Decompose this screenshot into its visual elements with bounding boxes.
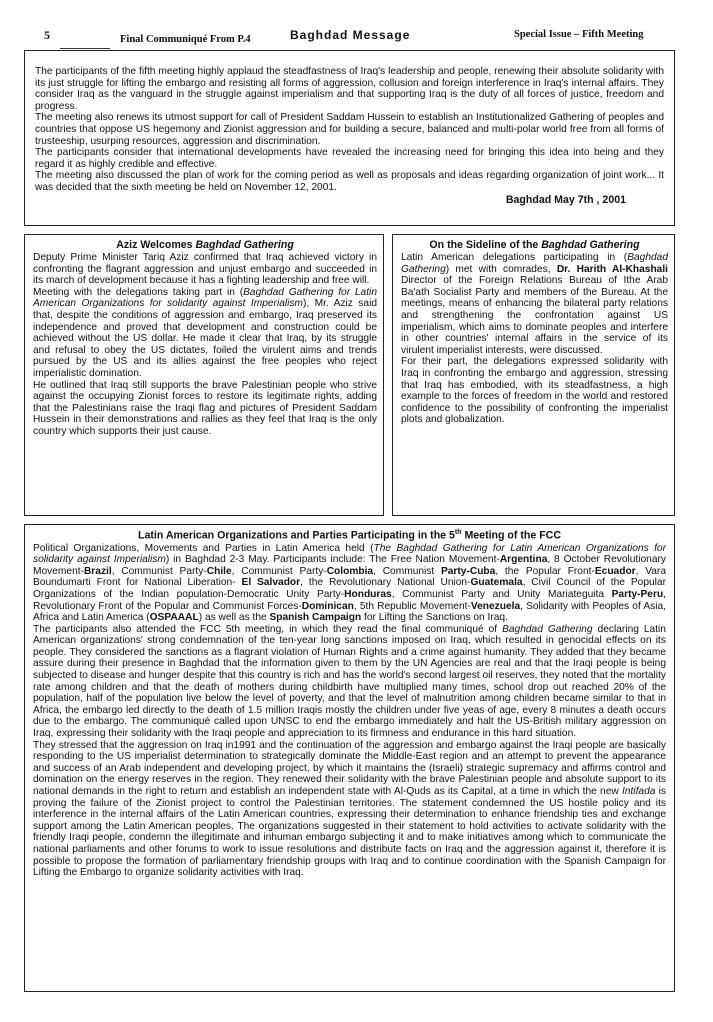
latin-text: is proving the failure of the Zionist project to control the Palestinian territories. The statement condemned the US hostile policy and its interference in the internal affairs of the Latin American countries, expressing their determination to enhance friendship ties and exchange support among the Latin American peoples. The organizations suggested in their statement to hold activities to activate solidarity with the friendly Iraqi people, condemn the illegitimate and inhuman embargo subjecting it and to make initiatives among which to communicate the national parliaments and other forums to work to issue resolutions and distribute facts on Iraq and the aggression against it, therefore it is possible to propose the formation of parliamentary friendship groups with Iraq and to continue coordination with the Spanish Campaign for Lifting the Embargo to organize solidarity activities with Iraq. <box>33 786 666 879</box>
sideline-text: Director of the Foreign Relations Bureau of Ithe Arab Ba'ath Socialist Party and members of the Bureau. At the meetings, means of enhancing the bilateral party relations and strengthening the confrontation against US imperialism, which aims to dominate peoples and interfere in other countries' internal affairs in the service of its virulent imperialist interests, were discussed. <box>401 275 668 356</box>
communique-paragraph: The meeting also discussed the plan of work for the coming period as well as proposals and ideas regarding organization of joint work... It was decided that the sixth meeting be held on November 12, 2001. <box>35 170 664 193</box>
latin-text: , Communist Party- <box>111 565 207 577</box>
latin-italic-text: The Baghdad Gathering for Latin American Organizations for solidarity against Imperialism <box>33 542 666 566</box>
latin-text: , Communist <box>373 565 441 577</box>
latin-paragraph <box>33 624 666 740</box>
latin-italic-text: Intifada <box>621 786 656 797</box>
sideline-heading-italic: Baghdad Gathering <box>541 239 640 251</box>
country-dominican: Dominican <box>301 600 354 612</box>
publication-title: Baghdad Message <box>290 28 411 42</box>
latin-text: , Solidarity with Peoples of Asia, Africa and Latin America ( <box>33 600 666 624</box>
latin-text: , the Popular Front- <box>495 565 595 577</box>
latin-text: for Lifting the Sanctions on Iraq. <box>361 612 508 624</box>
country-brazil: Brazil <box>83 565 112 577</box>
latin-heading-text: Latin American Organizations and Parties Participating in the 5 <box>138 529 455 542</box>
sideline-paragraph: For their part, the delegations expressed solidarity with Iraq in confronting the embargo and aggression, stressing that Iraq has embodied, with its steadfastness, a high example to the forces of freedom in the world and restored confidence to the possibility of confronting the imperialist plots and globalization. <box>401 356 668 426</box>
country-chile: Chile <box>206 565 232 577</box>
country-peru: Party-Peru <box>611 588 664 600</box>
latin-text: , 8 October Revolutionary Movement- <box>33 554 666 577</box>
country-colombia: Colombia <box>326 565 374 577</box>
communique-signature: Baghdad May 7th , 2001 <box>505 193 626 206</box>
latin-text: ) in Baghdad 2-3 May. Participants include: The Free Nation Movement- <box>165 554 500 566</box>
latin-text: , Communist Party and Unity Mariateguita <box>391 588 612 600</box>
latin-text: , Civil Council of the Popular Organizations of the Indian population-Democratic Unity Party- <box>33 577 666 600</box>
latin-heading-text: Meeting of the FCC <box>461 529 561 542</box>
header-rule <box>60 48 110 49</box>
sideline-article-box <box>392 234 675 516</box>
country-venezuela: Venezuela <box>470 600 521 612</box>
aziz-text: Meeting with the delegations taking part in ( <box>33 286 244 298</box>
country-el-salvador: El Salvador <box>241 577 301 589</box>
org-spanish-campaign: Spanish Campaign <box>269 612 362 624</box>
country-argentina: Argentina <box>499 554 548 566</box>
latin-text: , Communist Party- <box>231 565 327 577</box>
latin-heading-sup: th <box>454 529 462 536</box>
issue-note: Special Issue – Fifth Meeting <box>514 29 644 40</box>
latin-text: , Revolutionary Front of the Popular and Communist Forces- <box>33 588 667 612</box>
aziz-paragraph: Deputy Prime Minister Tariq Aziz confirmed that Iraq achieved victory in confronting the flagrant aggression and unjust embargo and succeeded in its march of development because it has a fighting leadership and free will. <box>33 252 377 287</box>
sideline-text: Latin American delegations participating in ( <box>401 252 628 263</box>
communique-box <box>24 50 675 226</box>
latin-text: declaring Latin American organizations' strong condemnation of the ten-year long sanctions imposed on Iraq, which resulted in genocidal effects on its people. They considered the sanctions as a flagrant violation of Human Rights and a crime against humanity. They added that they became assure during their presence in Baghdad that the information given to them by the UN Agencies are real and that the Iraqi people is being subjected to disease and hunger despite that this country is rich and has the world's second largest oil reserves, they noted that the mortality rate among children and that the death of mothers during childbirth have multiplied many times, school drop out reached 20% of the population, half of the population live below the level of poverty, and that the level of malnutrition among children became similar to that in Africa, the embargo led directly to the death of 1.5 million Iraqis mostly the children under five yeas of age, every 8 minutes a death occurs due to the embargo. The communiqué called upon UNSC to end the embargo immediately and halt the US-British military aggression on Iraq, expressing their solidarity with the Iraqi people and appreciation to its firmness and endurance in this hard situation. <box>33 623 666 740</box>
country-guatemala: Guatemala <box>470 577 523 589</box>
country-cuba: Party-Cuba <box>440 565 496 577</box>
latin-text: They stressed that the aggression on Iraq in1991 and the continuation of the aggression and embargo against the Iraqi people are basically responding to the US imperialist determination to strategically dominate the Middle-East region and an attempt to prevent the appearance and success of an Arab independent and developing project, by which it maintains the (Israeli) strategic supremacy and affirms control and domination on the energy reserves in the region. They renewed their solidarity with the brave Palestinian people and absolute support to its national demands in the right to return and establish an independent state with Al-Quds as its Capital, at a time in which the new <box>33 739 666 797</box>
latin-text: , 5th Republic Movement- <box>353 600 471 612</box>
aziz-italic-text: Baghdad Gathering for Latin American Organizations for solidarity against Imperialism <box>33 286 377 310</box>
communique-paragraph: The participants of the fifth meeting highly applaud the steadfastness of Iraq's leadership and people, renewing their absolute solidarity with its just struggle for lifting the embargo and resisting all forms of aggression, collusion and foreign interference in Iraq's internal affairs. They consider Iraq as the vanguard in the struggle against imperialism and that supporting Iraq is the duty of all forces of justice, freedom and progress. <box>35 66 664 112</box>
sideline-bold-text: Dr. Harith Al-Khashali <box>556 263 668 275</box>
latin-text: The participants also attended the FCC 5th meeting, in which they read the final communiqué of <box>33 623 503 635</box>
sideline-paragraph <box>401 252 668 356</box>
latin-text: Political Organizations, Movements and Parties in Latin America held ( <box>33 542 374 554</box>
communique-paragraph: The meeting also renews its utmost support for call of President Saddam Hussein to establish an Institutionalized Gathering of peoples and countries that oppose US hegemony and Zionist aggression and for building a secure, balanced and multi-polar world free from all forms of trusteeship, usurping resources, aggression and discrimination. <box>35 112 664 147</box>
continued-from-note: Final Communiqué From P.4 <box>120 34 251 45</box>
country-honduras: Honduras <box>344 588 392 600</box>
latin-italic-text: Baghdad Gathering <box>502 623 593 635</box>
org-ospaaal: OSPAAAL <box>149 612 199 624</box>
aziz-article-box <box>24 234 384 516</box>
sideline-heading-text: On the Sideline of the <box>429 239 542 251</box>
aziz-heading-italic: Baghdad Gathering <box>195 239 294 251</box>
latin-paragraph <box>33 543 666 624</box>
sideline-italic-text: Baghdad Gathering <box>401 252 668 275</box>
aziz-paragraph: He outlined that Iraq still supports the brave Palestinian people who strive against the occupying Zionist forces to restore its legitimate rights, adding that the Palestinians raise the Iraqi flag and pictures of President Saddam Hussein in their demonstrations and rallies as they feel that Iraq is the only country which supports their just cause. <box>33 379 377 437</box>
latin-article-heading <box>33 529 666 542</box>
aziz-text: ), Mr. Aziz said that, despite the conditions of aggression and embargo, Iraq preserved its independence and proved that development and construction could be achieved without the US dollar. He made it clear that Iraq, by its struggle and refusal to obey the US dictates, foiled the virulent aims and trends pursued by the US and its allies against the free peoples who reject imperialistic domination. <box>33 298 377 379</box>
latin-text: ) as well as the <box>198 612 270 624</box>
sideline-article-heading <box>401 239 668 251</box>
page-number: 5 <box>44 28 50 42</box>
aziz-article-heading <box>33 239 377 251</box>
aziz-heading-text: Aziz Welcomes <box>116 239 196 251</box>
latin-article-box <box>24 524 675 992</box>
latin-text: , the Revolutionary National Union- <box>300 577 471 589</box>
country-ecuador: Ecuador <box>594 565 636 577</box>
latin-paragraph <box>33 740 666 879</box>
aziz-paragraph <box>33 287 377 380</box>
latin-text: , Vara Boundumarti Front for National Liberation- <box>33 565 666 589</box>
communique-paragraph: The participants consider that international developments have revealed the increasing need for bringing this idea into being and they regard it as highly credible and effective. <box>35 147 664 170</box>
sideline-text: ) met with comrades, <box>445 263 557 275</box>
